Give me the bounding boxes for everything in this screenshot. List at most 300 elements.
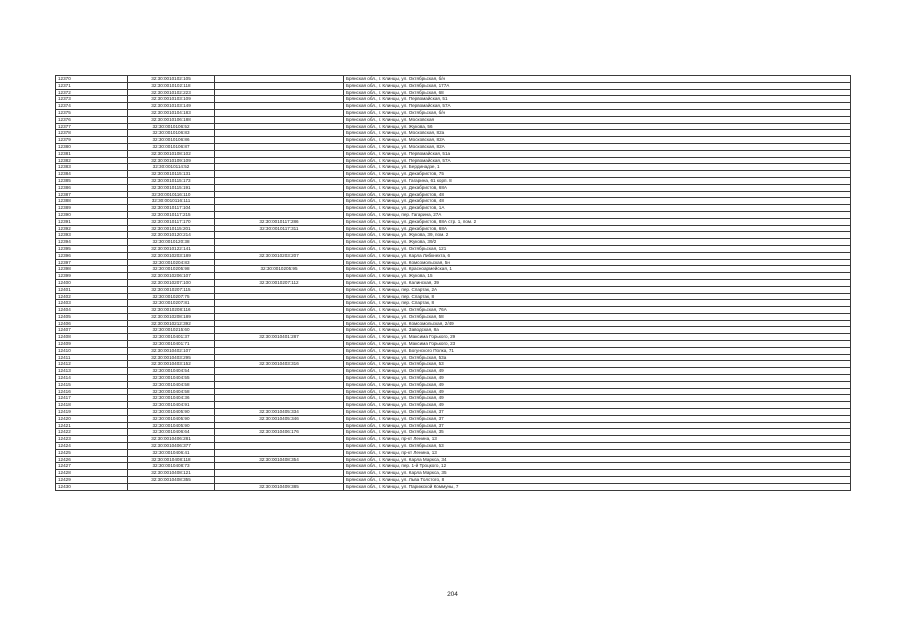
cadastral-number-cell: 32:30:0010106:87 (128, 143, 215, 150)
cadastral-number-cell: 32:30:0010404:36 (128, 395, 215, 402)
row-number-cell: 12372 (56, 89, 128, 96)
table-row (56, 116, 851, 123)
table-row (56, 456, 851, 463)
address-cell: Брянская обл., г. Клинцы, пер. Спартак, 2А (344, 286, 851, 293)
table-row (56, 354, 851, 361)
cadastral-number-cell: 32:30:0010208:189 (128, 313, 215, 320)
address-cell: Брянская обл., г. Клинцы, ул. Жукова, 39, пом. 2 (344, 232, 851, 239)
related-number-cell: 32:30:0010203:207 (215, 252, 344, 259)
table-row (56, 205, 851, 212)
row-number-cell: 12380 (56, 143, 128, 150)
address-cell: Брянская обл., г. Клинцы, ул. Карла Либкнехта, 6 (344, 252, 851, 259)
row-number-cell: 12393 (56, 232, 128, 239)
address-cell: Брянская обл., г. Клинцы, ул. Октябрьская, 121 (344, 245, 851, 252)
related-number-cell (215, 82, 344, 89)
row-number-cell: 12383 (56, 164, 128, 171)
table-row (56, 177, 851, 184)
cadastral-number-cell: 32:30:0010404:91 (128, 402, 215, 409)
related-number-cell (215, 463, 344, 470)
table-body (56, 76, 851, 491)
cadastral-number-cell: 32:30:0010408:355 (128, 477, 215, 484)
cadastral-number-cell: 32:30:0010402:107 (128, 347, 215, 354)
related-number-cell (215, 245, 344, 252)
cadastral-number-cell: 32:30:0010114:52 (128, 164, 215, 171)
cadastral-number-cell: 32:30:0010103:109 (128, 96, 215, 103)
address-cell: Брянская обл., г. Клинцы, пр-кт Ленина, 13 (344, 436, 851, 443)
address-cell: Брянская обл., г. Клинцы, ул. Октябрьская, 76А (344, 307, 851, 314)
row-number-cell: 12403 (56, 300, 128, 307)
related-number-cell (215, 123, 344, 130)
related-number-cell (215, 395, 344, 402)
address-cell: Брянская обл., г. Клинцы, ул. Октябрьская, 68 (344, 89, 851, 96)
address-cell: Брянская обл., г. Клинцы, ул. Октябрьская, 49 (344, 368, 851, 375)
cadastral-number-cell: 32:30:0010404:58 (128, 381, 215, 388)
cadastral-number-cell: 32:30:0010215:60 (128, 327, 215, 334)
related-number-cell (215, 293, 344, 300)
cadastral-number-cell: 32:30:0010117:170 (128, 218, 215, 225)
address-cell: Брянская обл., г. Клинцы, ул. Декабристов, 68А (344, 225, 851, 232)
address-cell: Брянская обл., г. Клинцы, ул. Октябрьская, 53 (344, 361, 851, 368)
table-row (56, 245, 851, 252)
address-cell: Брянская обл., г. Клинцы, пер. Спартак, 8 (344, 300, 851, 307)
cadastral-number-cell: 32:30:0010404:55 (128, 375, 215, 382)
row-number-cell: 12370 (56, 76, 128, 83)
related-number-cell (215, 198, 344, 205)
cadastral-number-cell: 32:30:0010207:115 (128, 286, 215, 293)
related-number-cell: 32:30:0010401:287 (215, 334, 344, 341)
related-number-cell (215, 116, 344, 123)
row-number-cell: 12396 (56, 252, 128, 259)
related-number-cell (215, 164, 344, 171)
table-row (56, 375, 851, 382)
table-row (56, 76, 851, 83)
cadastral-number-cell: 32:30:0010116:110 (128, 191, 215, 198)
address-cell: Брянская обл., г. Клинцы, ул. Максима Горького, 23 (344, 341, 851, 348)
table-row (56, 259, 851, 266)
address-cell: Брянская обл., г. Клинцы, ул. Октябрьская, 35 (344, 429, 851, 436)
address-cell: Брянская обл., г. Клинцы, ул. Жукова, 56 (344, 123, 851, 130)
related-number-cell (215, 422, 344, 429)
cadastral-number-cell (128, 483, 215, 490)
address-cell: Брянская обл., г. Клинцы, ул. Карла Маркса, 34 (344, 456, 851, 463)
related-number-cell (215, 157, 344, 164)
row-number-cell: 12377 (56, 123, 128, 130)
cadastral-number-cell: 32:30:0010203:189 (128, 252, 215, 259)
row-number-cell: 12421 (56, 422, 128, 429)
related-number-cell: 32:30:0010408:354 (215, 456, 344, 463)
table-row (56, 313, 851, 320)
row-number-cell: 12420 (56, 415, 128, 422)
table-row (56, 402, 851, 409)
row-number-cell: 12379 (56, 137, 128, 144)
row-number-cell: 12381 (56, 150, 128, 157)
related-number-cell: 32:30:0010117:311 (215, 225, 344, 232)
address-cell: Брянская обл., г. Клинцы, пр-кт Ленина, 13 (344, 449, 851, 456)
address-cell: Брянская обл., г. Клинцы, ул. Парижской Коммуны, 7 (344, 483, 851, 490)
cadastral-number-cell: 32:30:0010106:86 (128, 137, 215, 144)
cadastral-number-cell: 32:30:0010103:149 (128, 103, 215, 110)
row-number-cell: 12410 (56, 347, 128, 354)
address-cell: Брянская обл., г. Клинцы, ул. Декабристов, 48 (344, 191, 851, 198)
cadastral-number-cell: 32:30:0010408:121 (128, 470, 215, 477)
related-number-cell (215, 143, 344, 150)
related-number-cell (215, 368, 344, 375)
cadastral-number-cell: 32:30:0010401:37 (128, 334, 215, 341)
row-number-cell: 12425 (56, 449, 128, 456)
cadastral-number-cell: 32:30:0010212:392 (128, 320, 215, 327)
address-cell: Брянская обл., г. Клинцы, ул. Карла Маркса, 35 (344, 470, 851, 477)
cadastral-number-cell: 32:30:0010120:38 (128, 239, 215, 246)
related-number-cell (215, 171, 344, 178)
table-row (56, 470, 851, 477)
row-number-cell: 12376 (56, 116, 128, 123)
row-number-cell: 12378 (56, 130, 128, 137)
address-cell: Брянская обл., г. Клинцы, ул. Комсомольская, 5н (344, 259, 851, 266)
cadastral-number-cell: 32:30:0010405:90 (128, 422, 215, 429)
cadastral-number-cell: 32:30:0010406:281 (128, 436, 215, 443)
address-cell: Брянская обл., г. Клинцы, ул. Октябрьская, 49 (344, 402, 851, 409)
related-number-cell (215, 402, 344, 409)
related-number-cell (215, 109, 344, 116)
cadastral-number-cell: 32:30:0010408:118 (128, 456, 215, 463)
address-cell: Брянская обл., г. Клинцы, ул. Октябрьская, 177А (344, 82, 851, 89)
address-cell: Брянская обл., г. Клинцы, ул. Гагарина, 61 корп. 8 (344, 177, 851, 184)
row-number-cell: 12385 (56, 177, 128, 184)
table-row (56, 218, 851, 225)
cadastral-number-cell: 32:30:0010115:191 (128, 184, 215, 191)
row-number-cell: 12387 (56, 191, 128, 198)
address-cell: Брянская обл., г. Клинцы, ул. Октябрьская, 37 (344, 409, 851, 416)
table-row (56, 96, 851, 103)
related-number-cell (215, 300, 344, 307)
related-number-cell (215, 470, 344, 477)
address-cell: Брянская обл., г. Клинцы, ул. Октябрьская, 49 (344, 388, 851, 395)
address-cell: Брянская обл., г. Клинцы, ул. Первомайская, 57А (344, 157, 851, 164)
cadastral-number-cell: 32:30:0010120:214 (128, 232, 215, 239)
table-row (56, 293, 851, 300)
cadastral-number-cell: 32:30:0010102:118 (128, 82, 215, 89)
row-number-cell: 12391 (56, 218, 128, 225)
table-row (56, 103, 851, 110)
related-number-cell (215, 313, 344, 320)
address-cell: Брянская обл., г. Клинцы, ул. Московская, 82а (344, 130, 851, 137)
address-cell: Брянская обл., г. Клинцы, пер. Спартак, 8 (344, 293, 851, 300)
table-row (56, 198, 851, 205)
table-row (56, 211, 851, 218)
row-number-cell: 12406 (56, 320, 128, 327)
cadastral-number-cell: 32:30:0010117:104 (128, 205, 215, 212)
related-number-cell (215, 388, 344, 395)
related-number-cell (215, 96, 344, 103)
cadastral-number-cell: 32:30:0010208:116 (128, 307, 215, 314)
table-row (56, 150, 851, 157)
related-number-cell (215, 137, 344, 144)
address-cell: Брянская обл., г. Клинцы, ул. Октябрьская, 37 (344, 415, 851, 422)
row-number-cell: 12384 (56, 171, 128, 178)
table-row (56, 266, 851, 273)
address-cell: Брянская обл., г. Клинцы, ул. Декабристов, 1А (344, 205, 851, 212)
related-number-cell: 32:30:0010409:385 (215, 483, 344, 490)
row-number-cell: 12412 (56, 361, 128, 368)
row-number-cell: 12375 (56, 109, 128, 116)
row-number-cell: 12398 (56, 266, 128, 273)
page-number: 204 (447, 591, 458, 598)
cadastral-number-cell: 32:30:0010207:81 (128, 300, 215, 307)
table-row (56, 164, 851, 171)
row-number-cell: 12397 (56, 259, 128, 266)
address-cell: Брянская обл., г. Клинцы, ул. Московская, 82А (344, 137, 851, 144)
related-number-cell (215, 177, 344, 184)
table-row (56, 443, 851, 450)
table-row (56, 157, 851, 164)
row-number-cell: 12430 (56, 483, 128, 490)
address-cell: Брянская обл., г. Клинцы, ул. Октябрьская, б/н (344, 109, 851, 116)
cadastral-number-cell: 32:30:0010204:83 (128, 259, 215, 266)
cadastral-number-cell: 32:30:0010122:141 (128, 245, 215, 252)
row-number-cell: 12400 (56, 279, 128, 286)
cadastral-number-cell: 32:30:0010404:54 (128, 368, 215, 375)
related-number-cell (215, 286, 344, 293)
table-row (56, 436, 851, 443)
table-row (56, 422, 851, 429)
row-number-cell: 12371 (56, 82, 128, 89)
row-number-cell: 12390 (56, 211, 128, 218)
row-number-cell: 12428 (56, 470, 128, 477)
row-number-cell: 12422 (56, 429, 128, 436)
row-number-cell: 12413 (56, 368, 128, 375)
related-number-cell (215, 191, 344, 198)
table-row (56, 143, 851, 150)
table-row (56, 239, 851, 246)
cadastral-number-cell: 32:30:0010403:152 (128, 361, 215, 368)
related-number-cell (215, 259, 344, 266)
cadastral-number-cell: 32:30:0010404:58 (128, 388, 215, 395)
table-row (56, 415, 851, 422)
table-row (56, 171, 851, 178)
row-number-cell: 12401 (56, 286, 128, 293)
address-cell: Брянская обл., г. Клинцы, ул. Октябрьская, 53 (344, 443, 851, 450)
row-number-cell: 12417 (56, 395, 128, 402)
related-number-cell (215, 103, 344, 110)
row-number-cell: 12416 (56, 388, 128, 395)
related-number-cell (215, 89, 344, 96)
table-row (56, 184, 851, 191)
row-number-cell: 12423 (56, 436, 128, 443)
table-row (56, 89, 851, 96)
row-number-cell: 12382 (56, 157, 128, 164)
table-row (56, 191, 851, 198)
address-cell: Брянская обл., г. Клинцы, ул. Октябрьская, 37 (344, 422, 851, 429)
address-cell: Брянская обл., г. Клинцы, пер. Гагарина, 27А (344, 211, 851, 218)
cadastral-number-cell: 32:30:0010106:83 (128, 130, 215, 137)
related-number-cell (215, 184, 344, 191)
address-cell: Брянская обл., г. Клинцы, ул. Московская (344, 116, 851, 123)
address-cell: Брянская обл., г. Клинцы, ул. Декабристов, 75 (344, 171, 851, 178)
cadastral-number-cell: 32:30:0010104:183 (128, 109, 215, 116)
table-row (56, 82, 851, 89)
cadastral-number-cell: 32:30:0010408:73 (128, 463, 215, 470)
related-number-cell (215, 150, 344, 157)
table-row (56, 273, 851, 280)
cadastral-number-cell: 32:30:0010109:109 (128, 157, 215, 164)
table-row (56, 320, 851, 327)
cadastral-number-cell: 32:30:0010401:71 (128, 341, 215, 348)
row-number-cell: 12429 (56, 477, 128, 484)
related-number-cell: 32:30:0010405:334 (215, 409, 344, 416)
table-row (56, 463, 851, 470)
address-cell: Брянская обл., г. Клинцы, ул. Максима Горького, 29 (344, 334, 851, 341)
related-number-cell (215, 341, 344, 348)
address-cell: Брянская обл., г. Клинцы, ул. Жукова, 39/2 (344, 239, 851, 246)
row-number-cell: 12388 (56, 198, 128, 205)
row-number-cell: 12399 (56, 273, 128, 280)
row-number-cell: 12405 (56, 313, 128, 320)
cadastral-number-cell: 32:30:0010102:105 (128, 76, 215, 83)
address-cell: Брянская обл., г. Клинцы, ул. Декабристов, 48 (344, 198, 851, 205)
related-number-cell (215, 477, 344, 484)
cadastral-number-cell: 32:30:0010206:107 (128, 273, 215, 280)
table-row (56, 123, 851, 130)
table-row (56, 483, 851, 490)
related-number-cell: 32:30:0010406:176 (215, 429, 344, 436)
cadastral-number-cell: 32:30:0010115:131 (128, 171, 215, 178)
row-number-cell: 12392 (56, 225, 128, 232)
address-cell: Брянская обл., г. Клинцы, ул. Московская, 82А (344, 143, 851, 150)
table-row (56, 130, 851, 137)
address-cell: Брянская обл., г. Клинцы, ул. Первомайская, 51а (344, 150, 851, 157)
table-row (56, 395, 851, 402)
table-row (56, 341, 851, 348)
related-number-cell (215, 307, 344, 314)
row-number-cell: 12389 (56, 205, 128, 212)
related-number-cell: 32:30:0010207:112 (215, 279, 344, 286)
related-number-cell (215, 232, 344, 239)
table-row (56, 388, 851, 395)
table-row (56, 137, 851, 144)
related-number-cell (215, 239, 344, 246)
cadastral-number-cell: 32:30:0010115:201 (128, 225, 215, 232)
cadastral-number-cell: 32:30:0010405:90 (128, 409, 215, 416)
cadastral-number-cell: 32:30:0010403:295 (128, 354, 215, 361)
table-row (56, 307, 851, 314)
cadastral-number-cell: 32:30:0010106:52 (128, 123, 215, 130)
row-number-cell: 12419 (56, 409, 128, 416)
address-cell: Брянская обл., г. Клинцы, ул. Октябрьская, 49 (344, 381, 851, 388)
address-cell: Брянская обл., г. Клинцы, ул. Октябрьская, 49 (344, 395, 851, 402)
row-number-cell: 12411 (56, 354, 128, 361)
cadastral-number-cell: 32:30:0010207:75 (128, 293, 215, 300)
table-row (56, 361, 851, 368)
table-row (56, 477, 851, 484)
registry-table (55, 75, 851, 491)
related-number-cell (215, 449, 344, 456)
address-cell: Брянская обл., г. Клинцы, ул. Калинская, 39 (344, 279, 851, 286)
related-number-cell (215, 205, 344, 212)
related-number-cell (215, 354, 344, 361)
row-number-cell: 12407 (56, 327, 128, 334)
row-number-cell: 12424 (56, 443, 128, 450)
address-cell: Брянская обл., г. Клинцы, ул. Льва Толстого, 8 (344, 477, 851, 484)
table-row (56, 449, 851, 456)
cadastral-number-cell: 32:30:0010117:215 (128, 211, 215, 218)
row-number-cell: 12408 (56, 334, 128, 341)
address-cell: Брянская обл., г. Клинцы, ул. Богунского Полка, 71 (344, 347, 851, 354)
table-row (56, 381, 851, 388)
address-cell: Брянская обл., г. Клинцы, ул. Бердинадзе, 1 (344, 164, 851, 171)
cadastral-number-cell: 32:30:0010102:223 (128, 89, 215, 96)
related-number-cell (215, 130, 344, 137)
address-cell: Брянская обл., г. Клинцы, ул. Комсомольская, 2/49 (344, 320, 851, 327)
address-cell: Брянская обл., г. Клинцы, ул. Первомайская, 51 (344, 96, 851, 103)
address-cell: Брянская обл., г. Клинцы, ул. Октябрьская, 58 (344, 313, 851, 320)
row-number-cell: 12402 (56, 293, 128, 300)
cadastral-number-cell: 32:30:0010106:188 (128, 116, 215, 123)
row-number-cell: 12404 (56, 307, 128, 314)
related-number-cell (215, 320, 344, 327)
table-row (56, 347, 851, 354)
related-number-cell (215, 375, 344, 382)
row-number-cell: 12427 (56, 463, 128, 470)
table-row (56, 252, 851, 259)
table-row (56, 225, 851, 232)
related-number-cell (215, 211, 344, 218)
cadastral-number-cell: 32:30:0010205:98 (128, 266, 215, 273)
table-row (56, 279, 851, 286)
table-row (56, 327, 851, 334)
table-row (56, 429, 851, 436)
row-number-cell: 12373 (56, 96, 128, 103)
row-number-cell: 12414 (56, 375, 128, 382)
cadastral-number-cell: 32:30:0010406:377 (128, 443, 215, 450)
address-cell: Брянская обл., г. Клинцы, ул. Красноармейская, 1 (344, 266, 851, 273)
table-row (56, 334, 851, 341)
table-row (56, 232, 851, 239)
cadastral-number-cell: 32:30:0010115:173 (128, 177, 215, 184)
address-cell: Брянская обл., г. Клинцы, ул. Заводская, 8а (344, 327, 851, 334)
row-number-cell: 12394 (56, 239, 128, 246)
row-number-cell: 12374 (56, 103, 128, 110)
cadastral-number-cell: 32:30:0010405:90 (128, 415, 215, 422)
table-row (56, 300, 851, 307)
row-number-cell: 12386 (56, 184, 128, 191)
address-cell: Брянская обл., г. Клинцы, ул. Первомайская, 57А (344, 103, 851, 110)
cadastral-number-cell: 32:30:0010406:41 (128, 449, 215, 456)
row-number-cell: 12418 (56, 402, 128, 409)
address-cell: Брянская обл., г. Клинцы, ул. Октябрьская, б/н (344, 76, 851, 83)
related-number-cell (215, 327, 344, 334)
address-cell: Брянская обл., г. Клинцы, ул. Октябрьская, 49 (344, 375, 851, 382)
related-number-cell (215, 436, 344, 443)
related-number-cell (215, 443, 344, 450)
cadastral-number-cell: 32:30:0010207:100 (128, 279, 215, 286)
row-number-cell: 12395 (56, 245, 128, 252)
related-number-cell: 32:30:0010117:286 (215, 218, 344, 225)
related-number-cell (215, 273, 344, 280)
related-number-cell: 32:30:0010405:346 (215, 415, 344, 422)
address-cell: Брянская обл., г. Клинцы, ул. Декабристов, 88А стр. 1, пом. 2 (344, 218, 851, 225)
related-number-cell (215, 381, 344, 388)
address-cell: Брянская обл., г. Клинцы, пер. 1-й Троцкого, 12 (344, 463, 851, 470)
related-number-cell (215, 76, 344, 83)
table-row (56, 286, 851, 293)
related-number-cell: 32:30:0010403:316 (215, 361, 344, 368)
row-number-cell: 12409 (56, 341, 128, 348)
address-cell: Брянская обл., г. Клинцы, ул. Декабристов, 68А (344, 184, 851, 191)
cadastral-number-cell: 32:30:0010406:64 (128, 429, 215, 436)
related-number-cell: 32:30:0010205:95 (215, 266, 344, 273)
table-row (56, 409, 851, 416)
related-number-cell (215, 347, 344, 354)
